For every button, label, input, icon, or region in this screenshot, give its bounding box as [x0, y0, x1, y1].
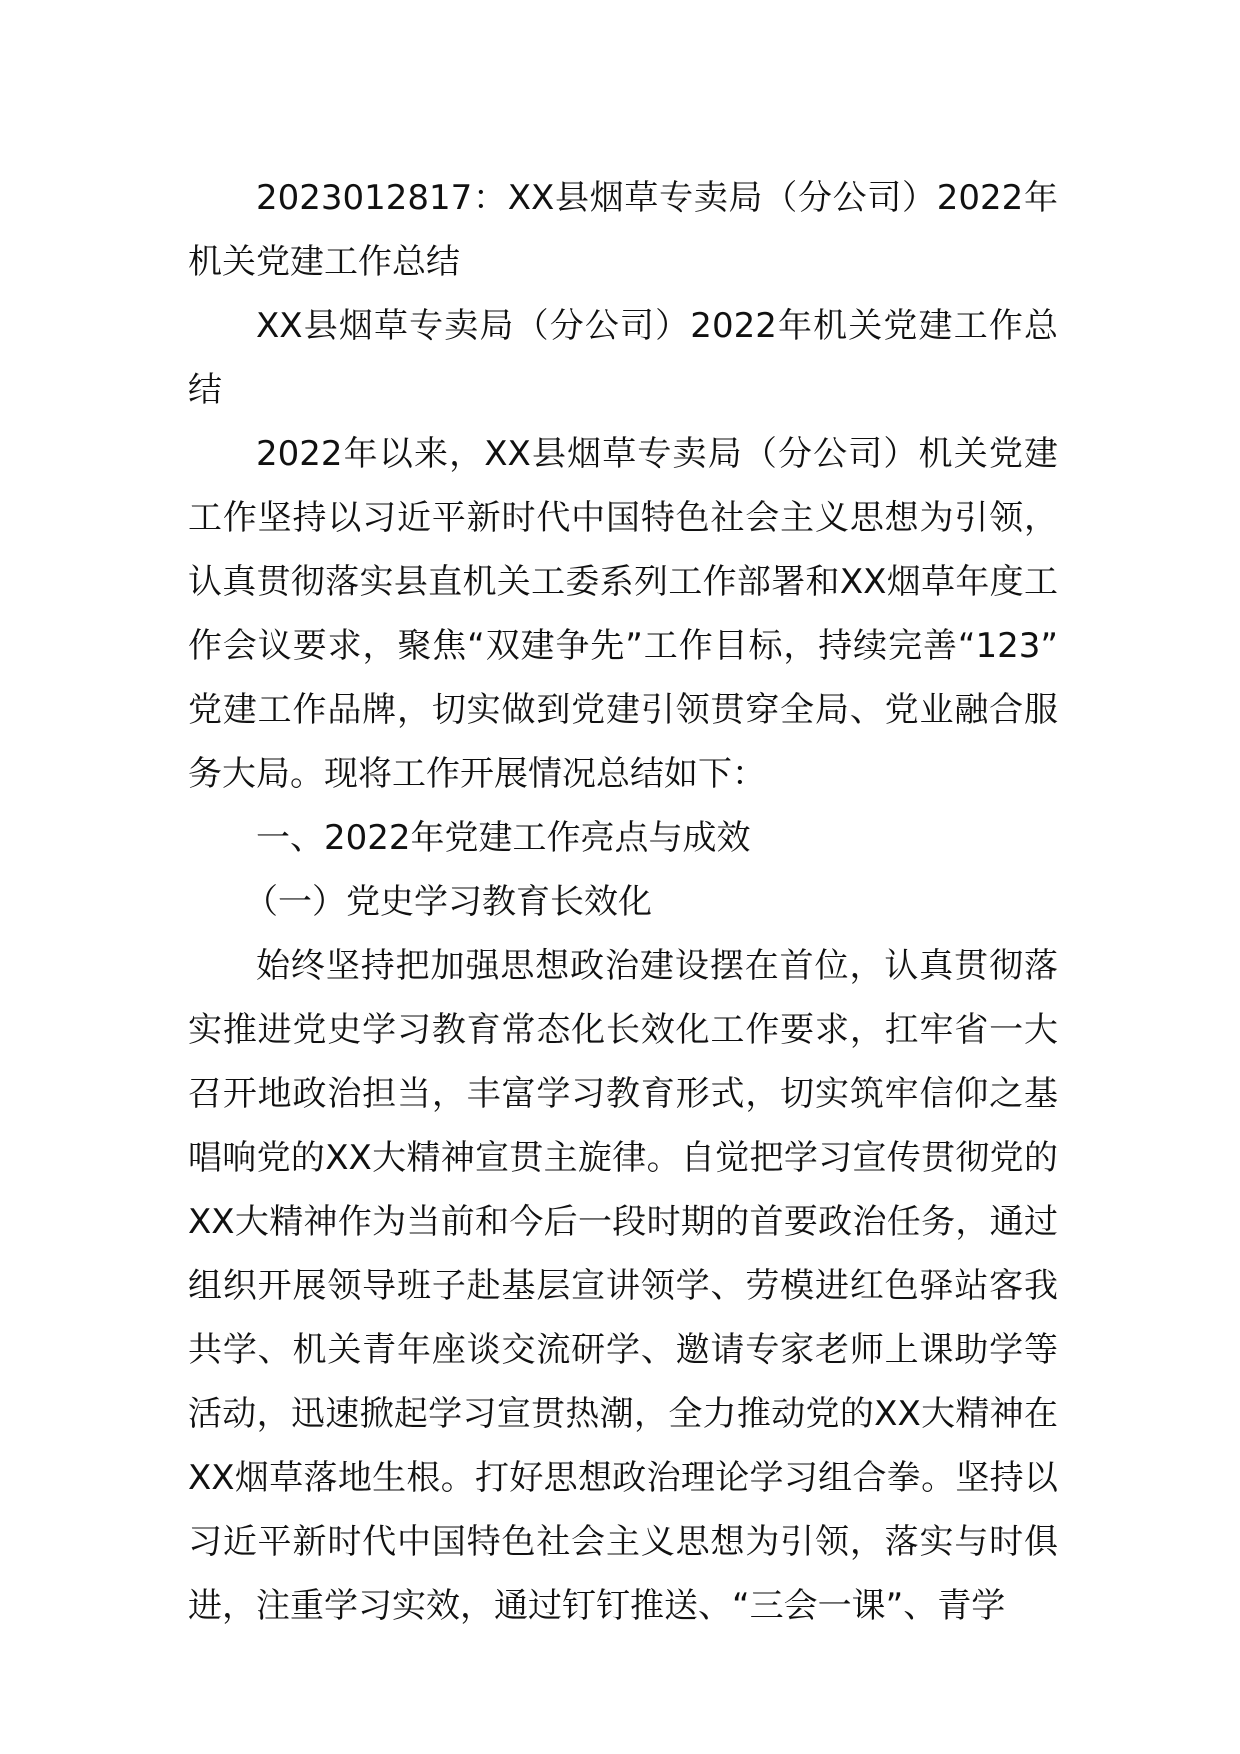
subsection-heading: （一）党史学习教育长效化: [244, 882, 652, 922]
document-title: 2023012817：XX县烟草专卖局（分公司）2022年机关党建工作总结: [188, 178, 1058, 282]
section-heading: 一、2022年党建工作亮点与成效: [256, 818, 751, 858]
body-paragraph: 始终坚持把加强思想政治建设摆在首位，认真贯彻落实推进党史学习教育常态化长效化工作要求，扛牢省一大召开地政治担当，丰富学习教育形式，切实筑牢信仰之基唱响党的XX大精神宣贯主旋律。自觉把学习宣传贯彻党的XX大精神作为当前和今后一段时期的首要政治任务，通过组织开展领导班子赴基层宣讲领学、劳模进红色驿站客我共学、机关青年座谈交流研学、邀请专家老师上课助学等活动，迅速掀起学习宣贯热潮，全力推动党的XX大精神在XX烟草落地生根。打好思想政治理论学习组合拳。坚持以习近平新时代中国特色社会主义思想为引领，落实与时俱进，注重学习实效，通过钉钉推送、“三会一课”、青学: [188, 946, 1058, 1626]
document-subtitle: XX县烟草专卖局（分公司）2022年机关党建工作总结: [188, 306, 1058, 410]
document-body: [188, 166, 1058, 1638]
intro-paragraph: 2022年以来，XX县烟草专卖局（分公司）机关党建工作坚持以习近平新时代中国特色社会主义思想为引领，认真贯彻落实县直机关工委系列工作部署和XX烟草年度工作会议要求，聚焦“双建争先”工作目标，持续完善“123”党建工作品牌，切实做到党建引领贯穿全局、党业融合服务大局。现将工作开展情况总结如下：: [188, 434, 1058, 794]
